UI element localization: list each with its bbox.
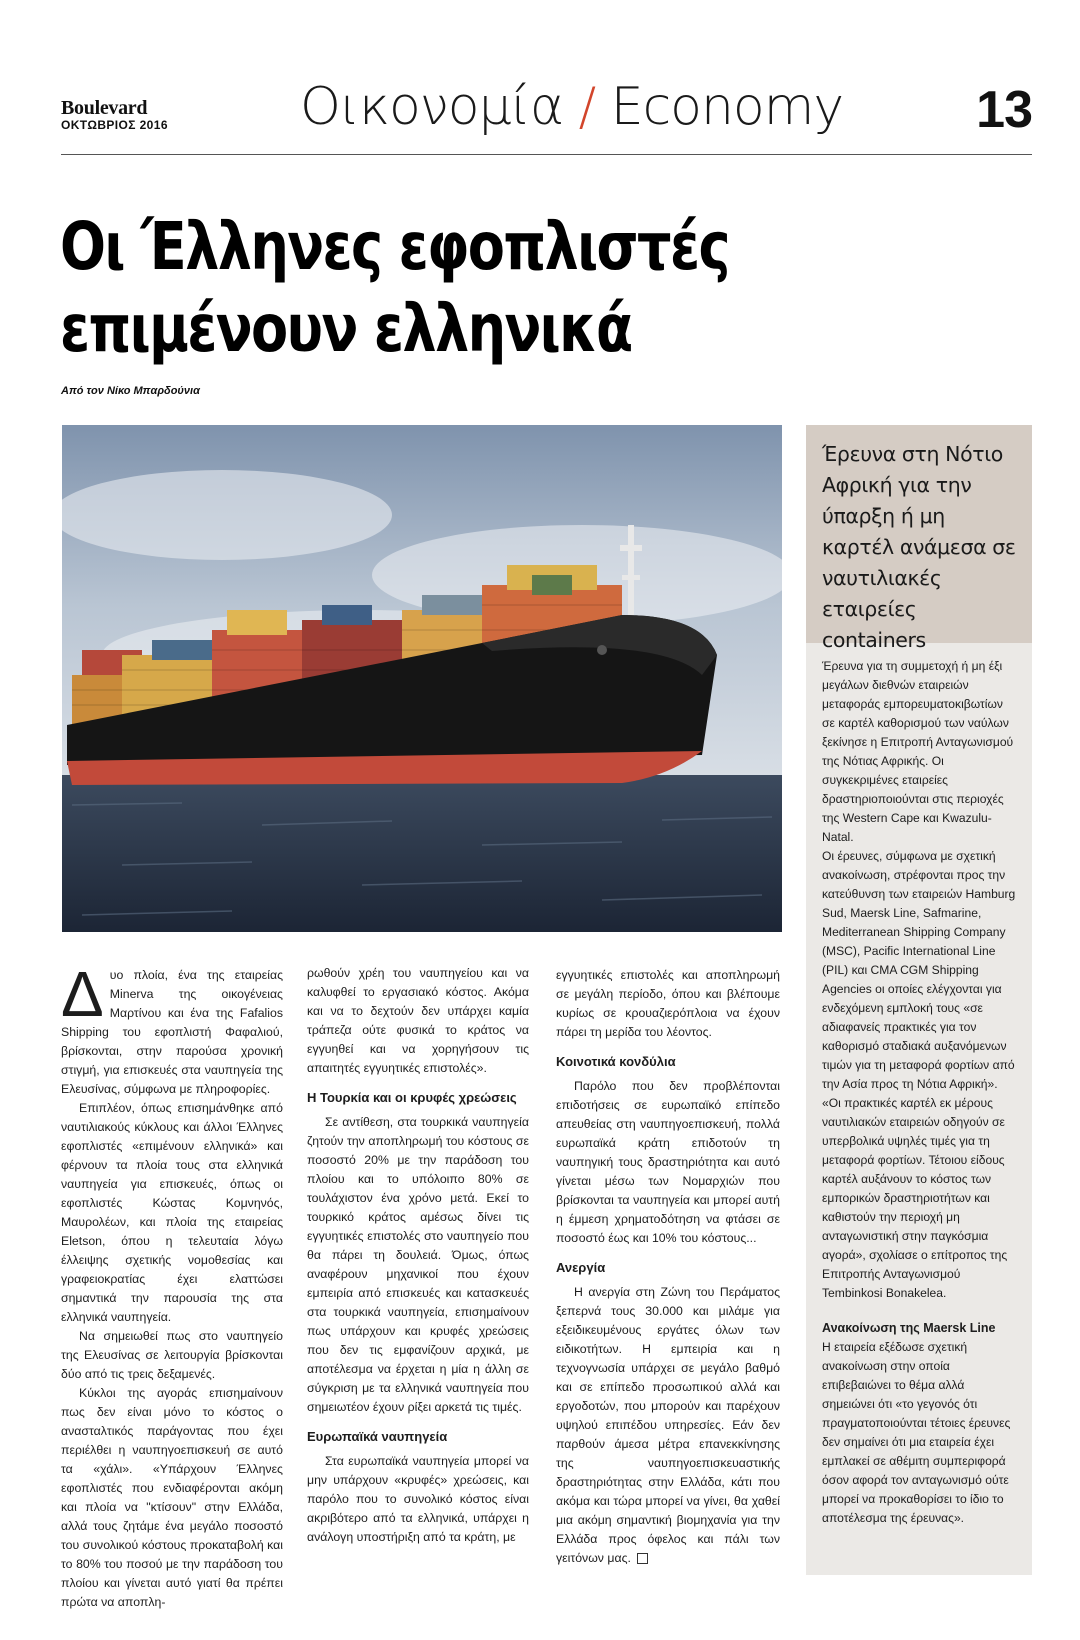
header-rule bbox=[61, 154, 1032, 155]
section-title bbox=[300, 74, 844, 140]
brand-name: Boulevard bbox=[61, 97, 148, 119]
subheading: Ανεργία bbox=[556, 1260, 606, 1275]
sidebar-title: Έρευνα στη Νότιο Αφρική για την ύπαρξη ή μη καρτέλ ανάμεσα σε ναυτιλιακές εταιρείες containers bbox=[822, 442, 1016, 652]
paragraph-text: υο πλοία, ένα της εταιρείας Minerva της οικογένειας Μαρτίνου και ένα της Fafalios Shipping του εφοπλιστή Φαφαλιού, βρίσκονται, στην παρούσα χρονική στιγμή, για επισκευές στα ναυπηγεία της Ελευσίνας, σύμφωνα με πληροφορίες. bbox=[61, 968, 283, 1096]
section-title-english: Economy bbox=[610, 77, 844, 137]
article-column-3 bbox=[556, 966, 780, 1568]
sidebar-subheading: Ανακοίνωση της Maersk Line bbox=[822, 1321, 996, 1335]
drop-cap: Δ bbox=[61, 958, 104, 1030]
sidebar-header bbox=[806, 425, 1032, 652]
article-column-1 bbox=[61, 958, 283, 1612]
paragraph: Παρόλο που δεν προβλέπονται επιδοτήσεις σε ευρωπαϊκό επίπεδο απευθείας στη ναυπηγοεπισκευή, πολλά ευρωπαϊκά κράτη επιδοτούν τη ναυπηγική τους δραστηριότητα και αυτό γίνεται μέσω των Νομαρχιών που βρίσκονται τα ναυπηγεία και μπορεί αυτή η έμμεση χρηματοδότηση να φτάσει σε ποσοστό έως και 10% του κόστους... bbox=[556, 1079, 780, 1245]
sidebar-paragraph: Η εταιρεία εξέδωσε σχετική ανακοίνωση στην οποία επιβεβαιώνει το θέμα αλλά σημειώνει ότι «το γεγονός ότι πραγματοποιούνται τέτοιες έρευνες δεν σημαίνει ότι μια εταιρεία έχει εμπλακεί σε αθέμιτη συμπεριφορά όσον αφορά τον ανταγωνισμό ούτε μπορεί να προκαθορίσει το ίδιο το αποτέλεσμα της έρευνας». bbox=[822, 1340, 1011, 1525]
end-of-article-icon bbox=[637, 1553, 648, 1564]
byline: Από τον Νίκο Μπαρδούνια bbox=[61, 385, 200, 397]
paragraph bbox=[61, 958, 283, 1099]
sidebar-paragraph: Οι έρευνες, σύμφωνα με σχετική ανακοίνωση, στρέφονται προς την κατεύθυνση των εταιρειών Hamburg Sud, Maersk Line, Safmarine, Mediterranean Shipping Company (MSC), Pacific International Line (PIL) και CMA CGM Shipping Agencies οι οποίες ελέγχονται για ενδεχόμενη εμπλοκή τους «σε αδιαφανείς πρακτικές για τον καθορισμό σταδιακά αυξανόμενων τιμών για τη μεταφορά φορτίων από την Ασία προς τη Νότια Αφρική». bbox=[822, 849, 1016, 1091]
paragraph: Επιπλέον, όπως επισημάνθηκε από ναυτιλιακούς κύκλους και άλλοι Έλληνες εφοπλιστές «επιμένουν ελληνικά» και φέρνουν τα πλοία τους στα ελληνικά ναυπηγεία για επισκευές, όπως οι εφοπλιστές Κώστας Κομνηνός, Μαυρολέων, και πλοία της εταιρείας Eletson, όπου η τελευταία λόγω έλλειψης σχετικής νομοθεσίας και γραφειοκρατίας έχει ελαττώσει σημαντικά την παρουσία της στα ελληνικά ναυπηγεία. bbox=[61, 1101, 283, 1324]
sidebar-body bbox=[806, 643, 1032, 1528]
section-title-greek: Οικονομία bbox=[300, 77, 564, 137]
section-separator: / bbox=[578, 77, 596, 137]
page-number: 13 bbox=[976, 81, 1032, 139]
headline-line-1: Οι Έλληνες εφοπλιστές bbox=[60, 208, 729, 285]
paragraph-text: Η ανεργία στη Ζώνη του Περάματος ξεπερνά τους 30.000 και μιλάμε για εξειδικευμένους εργάτες όλων των ειδικοτήτων. Η εμπειρία και η τεχνογνωσία υπάρχει σε μεγάλο βαθμό και σε επίπεδο προσωπικού αλλά και εργοδοτών, που μπορούν και παρέχουν υψηλού επιπέδου υπηρεσίες. Εάν δεν παρθούν άμεσα μέτρα επανεκκίνησης της ναυπηγοεπισκευαστικής δραστηριότητας στην Ελλάδα, κάτι που ακόμα και τώρα μπορεί να γίνει, θα χαθεί μια ακόμη σημαντική βιομηχανία για την Ελλάδα προς όφελος και πάλι των γειτόνων μας. bbox=[556, 1285, 780, 1565]
article-column-2 bbox=[307, 964, 529, 1547]
subheading: Ευρωπαϊκά ναυπηγεία bbox=[307, 1429, 448, 1444]
issue-date: ΟΚΤΩΒΡΙΟΣ 2016 bbox=[61, 118, 168, 132]
paragraph: Κύκλοι της αγοράς επισημαίνουν πως δεν είναι μόνο το κόστος ο ανασταλτικός παράγοντας που έχει περιέλθει η ναυπηγοεπισκευή σε αυτό τα «χάλι». «Υπάρχουν Έλληνες εφοπλιστές που ενδιαφέρονται ακόμη και πλοία να "κτίσουν" στην Ελλάδα, αλλά τους ζητάμε ένα μεγάλο ποσοστό του συνολικού κόστους προκαταβολή και το 80% του ποσού με την παράδοση του πλοίου και γίνεται αυτό γιατί θα πρέπει πρώτα να αποπλη- bbox=[61, 1386, 283, 1609]
sidebar-paragraph: Έρευνα για τη συμμετοχή ή μη έξι μεγάλων διεθνών εταιρειών μεταφοράς εμπορευματοκιβωτίων σε καρτέλ καθορισμού των ναύλων ξεκίνησε η Επιτροπή Ανταγωνισμού της Νότιας Αφρικής. Οι συγκεκριμένες εταιρείες δραστηριοποιούνται στις περιοχές της Western Cape και Kwazulu-Natal. bbox=[822, 659, 1014, 844]
paragraph: Να σημειωθεί πως στο ναυπηγείο της Ελευσίνας σε λειτουργία βρίσκονται δύο από τις τρεις δεξαμενές. bbox=[61, 1329, 283, 1381]
paragraph bbox=[556, 1283, 780, 1568]
subheading: Κοινοτικά κονδύλια bbox=[556, 1054, 676, 1069]
sidebar-paragraph: «Οι πρακτικές καρτέλ εκ μέρους ναυτιλιακών εταιρειών οδηγούν σε υπερβολικά υψηλές τιμές για τη μεταφορά φορτίων. Τέτοιου είδους καρτέλ αυξάνουν το κόστος των εμπορικών δραστηριοτήτων και καθιστούν την περιοχή μη ανταγωνιστική στην παγκόσμια αγορά», σχολίασε ο επίτροπος της Επιτροπής Ανταγωνισμού Tembinkosi Bonakelea. bbox=[822, 1096, 1008, 1300]
paragraph: εγγυητικές επιστολές και αποπληρωμή σε μεγάλη περίοδο, όπου και βλέπουμε κυρίως σε κρουαζιερόπλοια να έχουν πάρει τη μερίδα του λέοντος. bbox=[556, 968, 780, 1039]
paragraph: Σε αντίθεση, στα τουρκικά ναυπηγεία ζητούν την αποπληρωμή του κόστους σε ποσοστό 20% με την παράδοση του πλοίου και το υπόλοιπο 80% σε τουλάχιστον ένα χρόνο μετά. Εκεί το τουρκικό κράτος αμέσως δίνει τις εγγυητικές επιστολές στο ναυπηγείο που θα πάρει τη δουλειά. Όμως, όπως αναφέρουν μηχανικοί που έχουν εμπειρία από επισκευές και κατασκευές στα τουρκικά ναυπηγεία, επισημαίνουν πως υπάρχουν και κρυφές χρεώσεις που δεν τις εμφανίζουν αρχικά, με αποτέλεσμα να έρχεται η μία η άλλη σε σύγκριση με τα ελληνικά ναυπηγεία που σημειωτέον έχουν ρίξει αρκετά τις τιμές. bbox=[307, 1115, 529, 1414]
container-ship-photo bbox=[62, 425, 782, 932]
paragraph: Στα ευρωπαϊκά ναυπηγεία μπορεί να μην υπάρχουν «κρυφές» χρεώσεις, και παρόλο που το συνολικό κόστος είναι ακριβότερο από τα ελληνικά, υπάρχει η ανάλογη υποστήριξη από τα κράτη, με bbox=[307, 1454, 529, 1544]
headline-line-2: επιμένουν ελληνικά bbox=[60, 290, 632, 367]
masthead-brand bbox=[61, 98, 168, 132]
paragraph: ρωθούν χρέη του ναυπηγείου και να καλυφθεί το εργασιακό κόστος. Ακόμα και να το δεχτούν δεν υπάρχει καμία τράπεζα ούτε φυσικά το κράτος να εγγυηθεί και να χορηγήσουν τις απαιτητές εγγυητικές επιστολές». bbox=[307, 966, 529, 1075]
subheading: Η Τουρκία και οι κρυφές χρεώσεις bbox=[307, 1090, 517, 1105]
sidebar-box bbox=[806, 425, 1032, 1575]
article-headline bbox=[60, 206, 798, 370]
